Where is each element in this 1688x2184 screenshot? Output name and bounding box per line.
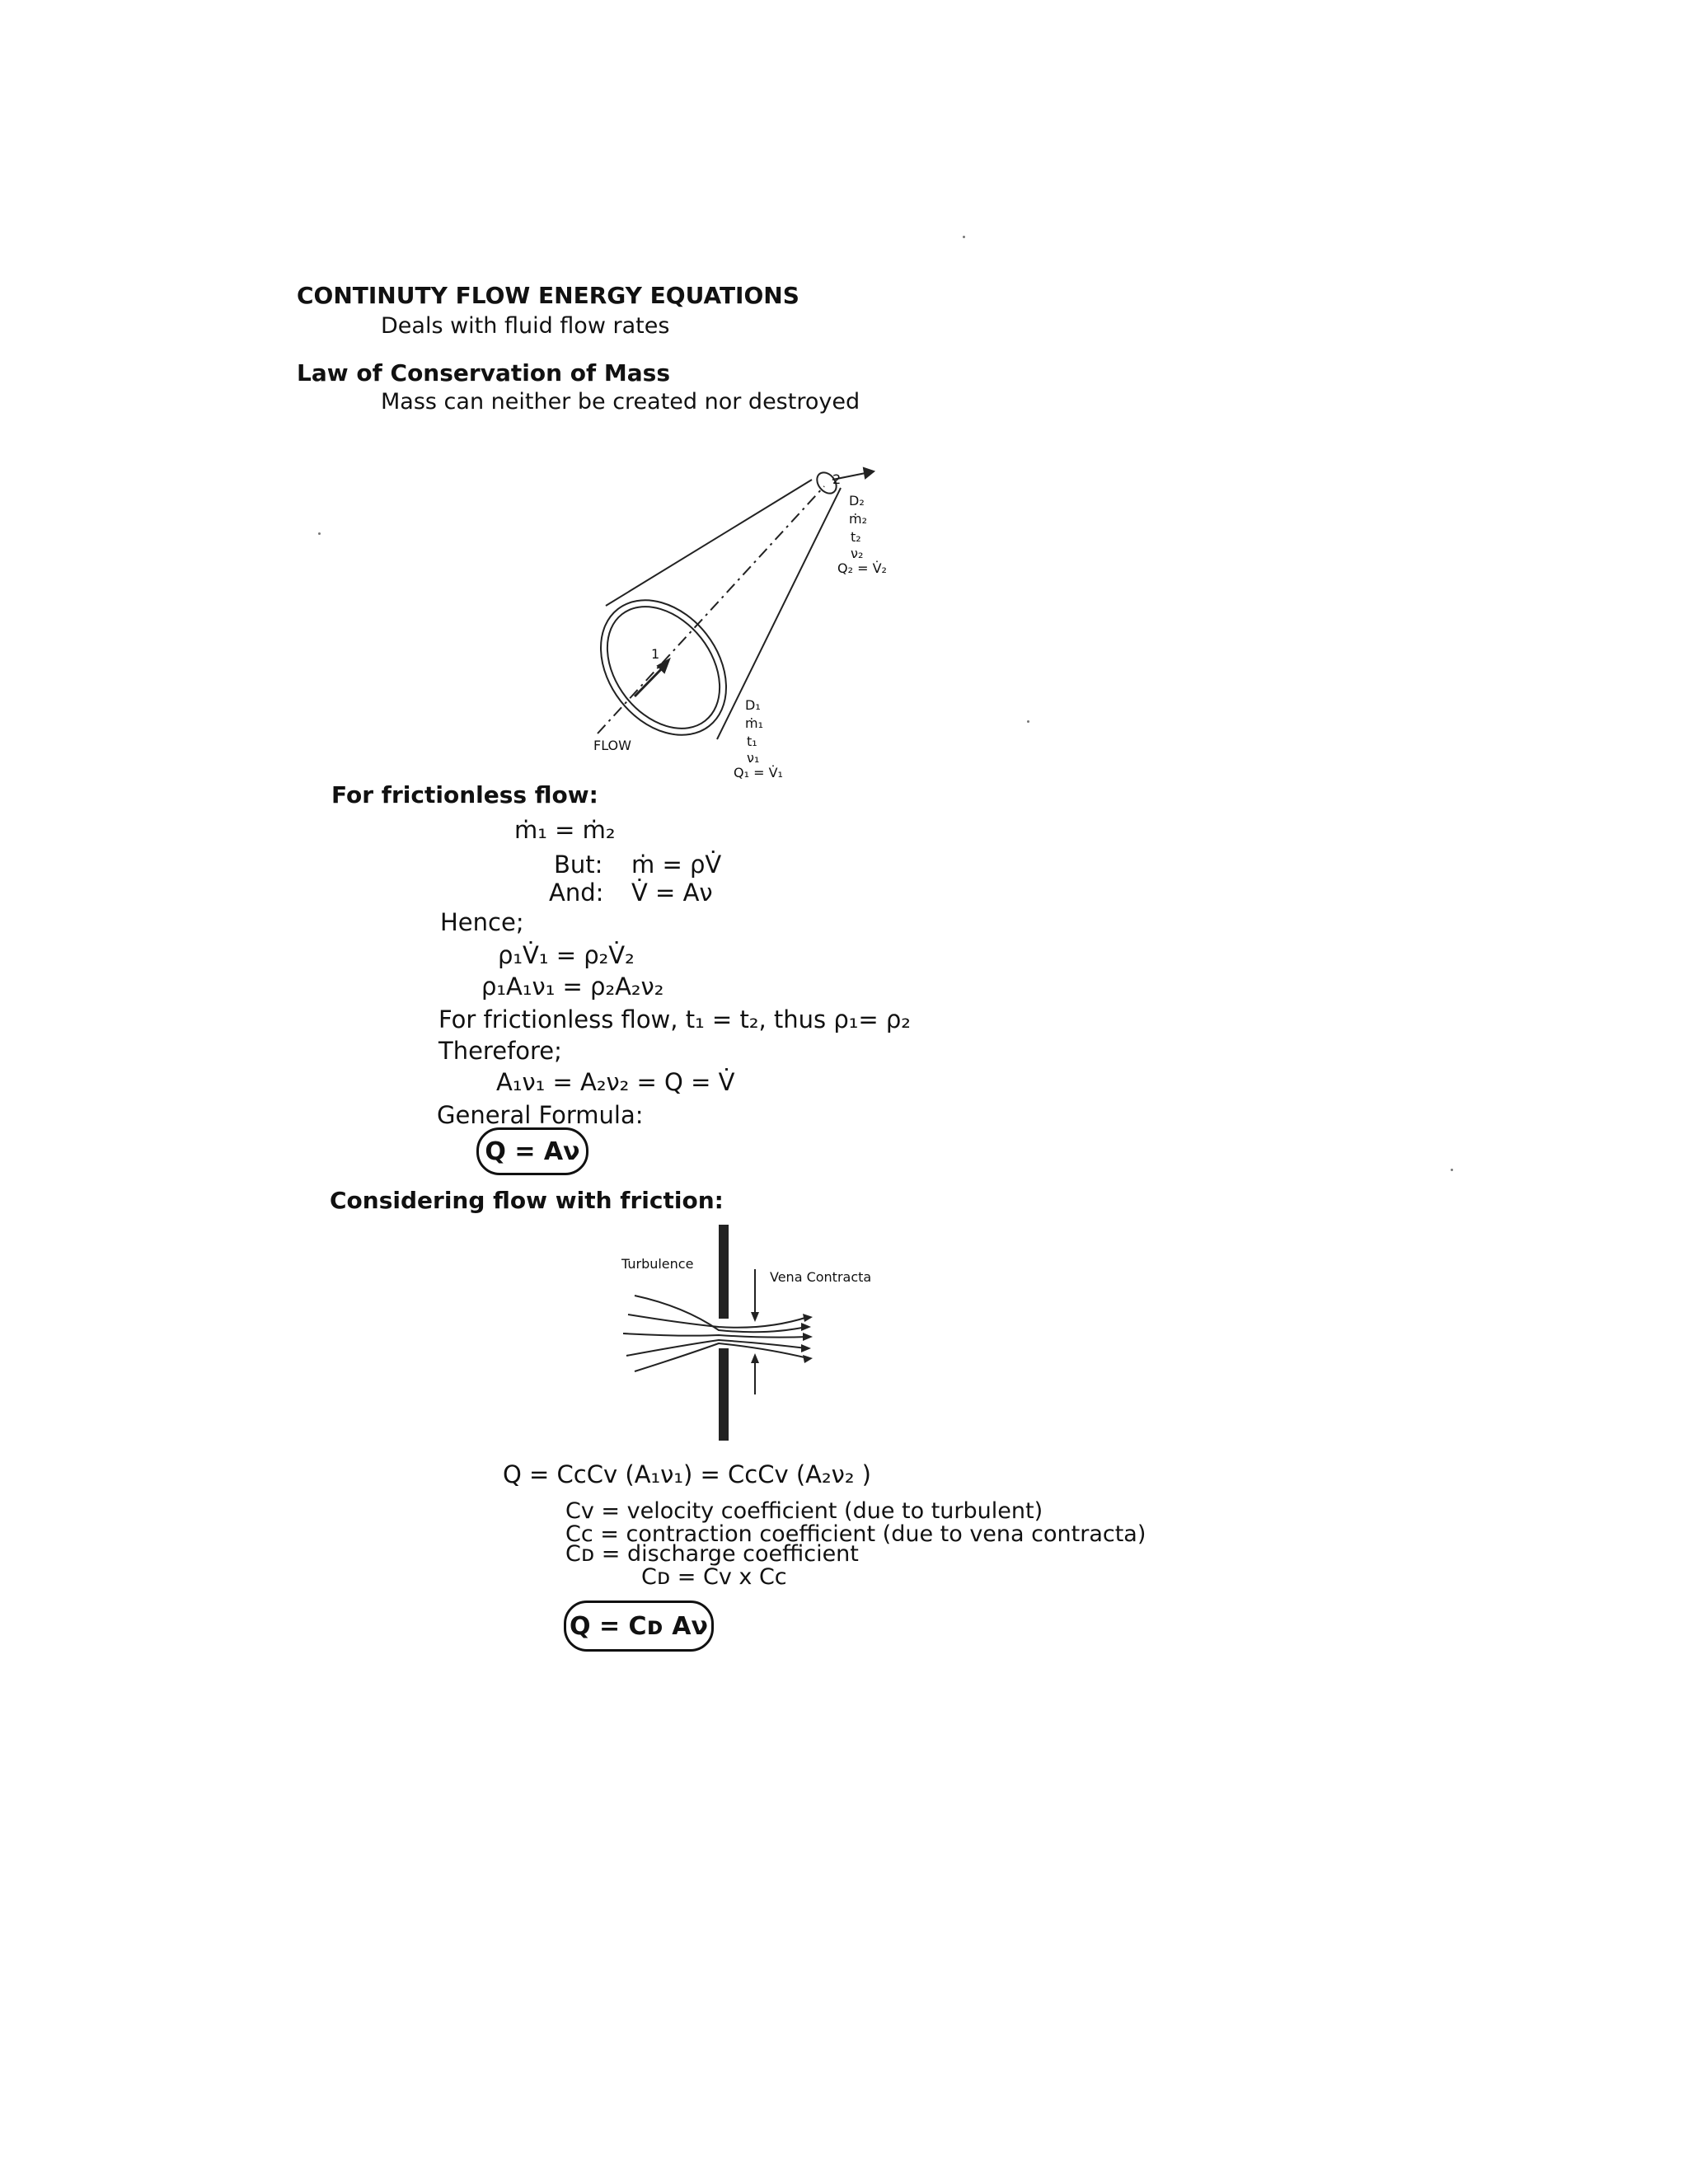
and-label: And:	[549, 879, 604, 907]
page-title: CONTINUTY FLOW ENERGY EQUATIONS	[297, 282, 799, 309]
velocity-coefficient-definition: Cᴠ = velocity coefficient (due to turbulent)	[565, 1498, 1043, 1524]
contraction-coefficient-definition: Cᴄ = contraction coefficient (due to vena contracta)	[565, 1521, 1146, 1547]
end1-velocity: ν₁	[747, 750, 760, 766]
point-1-label: 1	[651, 646, 660, 662]
end1-mass-flow: ṁ₁	[745, 715, 763, 731]
end1-flow-rate: Q₁ = V̇₁	[734, 765, 783, 780]
therefore-label: Therefore;	[438, 1037, 562, 1065]
hence-label: Hence;	[440, 908, 524, 936]
scan-speck	[318, 532, 321, 535]
vena-contracta-label: Vena Contracta	[770, 1269, 872, 1285]
end1-diameter: D₁	[745, 697, 761, 713]
density-volume-equation: ρ₁V̇₁ = ρ₂V̇₂	[498, 941, 635, 969]
friction-flow-equation: Q = CᴄCᴠ (A₁ν₁) = CᴄCᴠ (A₂ν₂ )	[503, 1460, 871, 1488]
end2-diameter: D₂	[849, 493, 865, 509]
end2-flow-rate: Q₂ = V̇₂	[837, 560, 887, 576]
end2-temperature: t₂	[851, 529, 861, 545]
volume-flow-definition: V̇ = Aν	[631, 879, 713, 907]
flow-label: FLOW	[593, 738, 631, 753]
page-subtitle: Deals with fluid flow rates	[381, 313, 670, 339]
section-title-frictionless: For frictionless flow:	[331, 781, 598, 808]
but-label: But:	[554, 851, 603, 879]
frictionless-condition: For frictionless flow, t₁ = t₂, thus ρ₁= ρ₂	[438, 1005, 911, 1033]
end2-mass-flow: ṁ₂	[849, 511, 867, 527]
density-area-velocity-equation: ρ₁A₁ν₁ = ρ₂A₂ν₂	[481, 972, 664, 1001]
end2-velocity: ν₂	[851, 546, 864, 561]
mass-law-statement: Mass can neither be created nor destroyed	[381, 389, 860, 415]
section-title-friction: Considering flow with friction:	[330, 1187, 724, 1214]
continuity-equation: A₁ν₁ = A₂ν₂ = Q = V̇	[496, 1068, 735, 1096]
general-formula-label: General Formula:	[437, 1101, 644, 1129]
mass-flow-equality: ṁ₁ = ṁ₂	[514, 816, 616, 844]
discharge-coefficient-definition: Cᴅ = discharge coefficient	[565, 1541, 859, 1567]
discharge-coefficient-equation: Cᴅ = Cᴠ x Cᴄ	[641, 1564, 787, 1590]
scan-speck	[963, 236, 965, 238]
final-formula-box: Q = Cᴅ Aν	[564, 1601, 714, 1652]
point-2-label: 2	[832, 471, 842, 487]
section-title-mass: Law of Conservation of Mass	[297, 359, 671, 387]
scan-speck	[1027, 720, 1029, 723]
end1-temperature: t₁	[747, 733, 757, 749]
scan-speck	[1451, 1169, 1453, 1171]
general-formula-box: Q = Aν	[476, 1127, 588, 1175]
turbulence-label: Turbulence	[621, 1256, 694, 1272]
mass-flow-definition: ṁ = ρV̇	[631, 851, 722, 879]
